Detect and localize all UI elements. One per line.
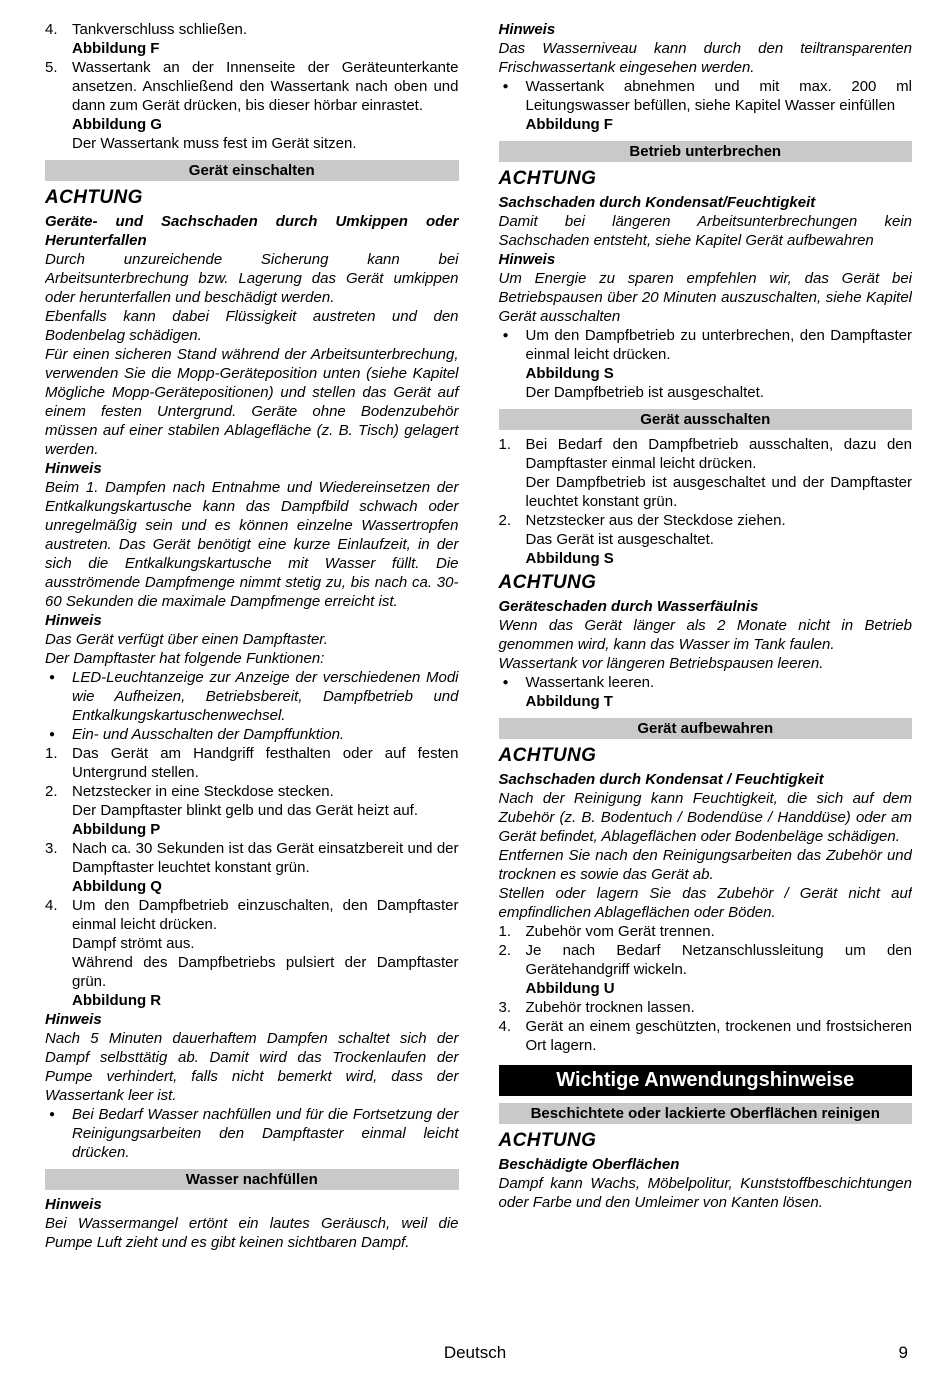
note-paragraph: Nach 5 Minuten dauerhaftem Dampfen schaltet sich der Dampf selbsttätig ab. Damit wird das Trockenlaufen der Pumpe verhindert, falls nicht bemerkt wird, dass der Wassertank leer ist.	[45, 1030, 459, 1104]
step-result-text: Während des Dampfbetriebs pulsiert der Dampftaster grün.	[72, 954, 459, 990]
item-number: 2.	[498, 942, 512, 959]
item-text: Zubehör vom Gerät trennen.	[525, 923, 715, 940]
numbered-list-item	[45, 20, 459, 39]
bullet-icon: ●	[502, 330, 509, 341]
note-paragraph: Bei Wassermangel ertönt ein lautes Geräusch, weil die Pumpe Luft zieht und es gibt keinen sichtbaren Dampf.	[45, 1215, 459, 1251]
item-number: 4.	[45, 897, 58, 914]
chapter-header: Wichtige Anwendungshinweise	[499, 1065, 913, 1096]
note-paragraph: Wassertank vor längeren Betriebspausen leeren.	[498, 655, 824, 672]
item-text: Ein- und Ausschalten der Dampffunktion.	[72, 726, 345, 743]
figure-reference: Abbildung G	[72, 116, 162, 133]
figure-reference: Abbildung F	[525, 116, 613, 133]
numbered-list-item	[45, 839, 459, 877]
item-text: Netzstecker aus der Steckdose ziehen.	[525, 512, 786, 529]
bullet-icon: ●	[49, 1109, 56, 1120]
figure-reference: Abbildung U	[525, 980, 615, 997]
item-text: Das Gerät am Handgriff festhalten oder auf festen Untergrund stellen.	[72, 745, 459, 781]
item-number: 1.	[498, 923, 512, 940]
numbered-list-item	[499, 922, 913, 941]
item-number: 2.	[45, 783, 58, 800]
attention-heading: ACHTUNG	[498, 745, 597, 766]
note-label: Hinweis	[45, 612, 102, 629]
warning-title: Geräte- und Sachschaden durch Umkippen oder Herunterfallen	[45, 213, 459, 249]
item-text: Um den Dampfbetrieb einzuschalten, den Dampftaster einmal leicht drücken.	[72, 897, 459, 933]
item-number: 2.	[498, 512, 512, 529]
warning-title: Beschädigte Oberflächen	[498, 1156, 680, 1173]
note-paragraph: Beim 1. Dampfen nach Entnahme und Wiedereinsetzen der Entkalkungskartusche kann das Dampfbild schwach oder unregelmäßig sein und es können einzelne Wassertropfen austreten. Das Gerät benötigt eine kurze Einlaufzeit, in der sich die Entkalkungskartusche mit Wasser füllt. Die ausströmende Dampfmenge nimmt stetig zu, bis nach ca. 30-60 Sekunden die maximale Dampfmenge erreicht ist.	[45, 479, 459, 610]
item-number: 4.	[498, 1018, 512, 1035]
item-text: Bei Bedarf den Dampfbetrieb ausschalten, dazu den Dampftaster einmal leicht drücken.	[525, 436, 912, 472]
footer-page-number: 9	[898, 1343, 908, 1362]
item-text: Zubehör trocknen lassen.	[525, 999, 695, 1016]
attention-heading: ACHTUNG	[498, 168, 597, 189]
bullet-list-item	[45, 1105, 459, 1162]
figure-reference: Abbildung R	[72, 992, 162, 1009]
bullet-list-item	[499, 673, 913, 692]
item-text: Netzstecker in eine Steckdose stecken.	[72, 783, 334, 800]
step-result-text: Dampf strömt aus.	[72, 935, 195, 952]
attention-heading: ACHTUNG	[498, 572, 597, 593]
item-number: 1.	[45, 745, 58, 762]
numbered-list-item	[45, 782, 459, 801]
section-header: Gerät ausschalten	[499, 409, 913, 430]
note-paragraph: Entfernen Sie nach den Reinigungsarbeiten das Zubehör und trocknen es sowie das Gerät ab.	[498, 847, 912, 883]
page-footer	[0, 1341, 950, 1365]
note-label: Hinweis	[45, 1011, 102, 1028]
footer-language-label: Deutsch	[443, 1343, 507, 1362]
section-header: Gerät aufbewahren	[499, 718, 913, 739]
step-result-text: Der Dampfbetrieb ist ausgeschaltet.	[525, 384, 764, 401]
warning-title: Sachschaden durch Kondensat / Feuchtigkeit	[498, 771, 824, 788]
attention-heading: ACHTUNG	[45, 187, 143, 208]
note-paragraph: Nach der Reinigung kann Feuchtigkeit, die sich auf dem Zubehör (z. B. Bodentuch / Bodendüse / Handdüse) oder am Gerät befindet, Ablageflächen oder Bodenbeläge schädigen.	[498, 790, 912, 845]
note-label: Hinweis	[498, 251, 556, 268]
figure-reference: Abbildung S	[525, 365, 614, 382]
item-number: 4.	[45, 21, 58, 38]
numbered-list-item	[499, 941, 913, 979]
bullet-icon: ●	[502, 677, 509, 688]
item-text: Wassertank an der Innenseite der Geräteunterkante ansetzen. Anschließend den Wassertank nach oben und dann zum Gerät drücken, bis dieser hörbar einrastet.	[72, 59, 459, 114]
item-number: 3.	[498, 999, 512, 1016]
note-paragraph: Durch unzureichende Sicherung kann bei Arbeitsunterbrechung bzw. Lagerung das Gerät umkippen oder herunterfallen und beschädigt werden.	[45, 251, 459, 306]
step-result-text: Der Dampftaster blinkt gelb und das Gerät heizt auf.	[72, 802, 419, 819]
note-paragraph: Dampf kann Wachs, Möbelpolitur, Kunststoffbeschichtungen oder Farbe und den Umleimer von Kanten lösen.	[498, 1175, 912, 1211]
numbered-list-item	[499, 511, 913, 530]
note-paragraph: Das Gerät verfügt über einen Dampftaster.	[45, 631, 328, 648]
bullet-icon: ●	[502, 81, 509, 92]
bullet-list-item	[499, 326, 913, 364]
column-right	[499, 20, 913, 1328]
bullet-icon: ●	[49, 672, 56, 683]
note-paragraph: Wenn das Gerät länger als 2 Monate nicht in Betrieb genommen wird, kann das Wasser im Tank faulen.	[498, 617, 912, 653]
figure-reference: Abbildung Q	[72, 878, 162, 895]
item-text: Tankverschluss schließen.	[72, 21, 248, 38]
step-result-text: Das Gerät ist ausgeschaltet.	[525, 531, 714, 548]
numbered-list-item	[499, 998, 913, 1017]
bullet-list-item	[499, 77, 913, 115]
note-paragraph: Damit bei längeren Arbeitsunterbrechungen kein Sachschaden entsteht, siehe Kapitel Gerät aufbewahren	[498, 213, 912, 249]
step-result-text: Der Wassertank muss fest im Gerät sitzen.	[72, 135, 357, 152]
item-text: Wassertank abnehmen und mit max. 200 ml Leitungswasser befüllen, siehe Kapitel Wasser einfüllen	[525, 78, 912, 114]
note-label: Hinweis	[45, 1196, 102, 1213]
figure-reference: Abbildung T	[525, 693, 613, 710]
section-header: Wasser nachfüllen	[45, 1169, 459, 1190]
item-text: Je nach Bedarf Netzanschlussleitung um den Gerätehandgriff wickeln.	[525, 942, 912, 978]
warning-title: Geräteschaden durch Wasserfäulnis	[498, 598, 759, 615]
item-text: Um den Dampfbetrieb zu unterbrechen, den Dampftaster einmal leicht drücken.	[525, 327, 912, 363]
item-text: LED-Leuchtanzeige zur Anzeige der verschiedenen Modi wie Aufheizen, Betriebsbereit, Dampfbetrieb und Entkalkungskartuschenwechsel.	[72, 669, 459, 724]
numbered-list-item	[499, 1017, 913, 1055]
item-number: 1.	[498, 436, 512, 453]
figure-reference: Abbildung P	[72, 821, 161, 838]
bullet-icon: ●	[49, 729, 56, 740]
item-text: Nach ca. 30 Sekunden ist das Gerät einsatzbereit und der Dampftaster leuchtet konstant grün.	[72, 840, 459, 876]
item-text: Bei Bedarf Wasser nachfüllen und für die Fortsetzung der Reinigungsarbeiten den Dampftaster einmal leicht drücken.	[72, 1106, 459, 1161]
column-left	[45, 20, 459, 1328]
numbered-list-item	[499, 435, 913, 473]
note-label: Hinweis	[498, 21, 556, 38]
warning-title: Sachschaden durch Kondensat/Feuchtigkeit	[498, 194, 816, 211]
bullet-list-item	[45, 668, 459, 725]
section-header: Beschichtete oder lackierte Oberflächen reinigen	[499, 1103, 913, 1124]
note-paragraph: Das Wasserniveau kann durch den teiltransparenten Frischwassertank eingesehen werden.	[498, 40, 912, 76]
item-text: Wassertank leeren.	[525, 674, 655, 691]
note-paragraph: Stellen oder lagern Sie das Zubehör / Gerät nicht auf empfindlichen Ablageflächen oder Böden.	[498, 885, 912, 921]
item-number: 5.	[45, 59, 58, 76]
section-header: Betrieb unterbrechen	[499, 141, 913, 162]
note-label: Hinweis	[45, 460, 102, 477]
attention-heading: ACHTUNG	[498, 1130, 597, 1151]
numbered-list-item	[45, 744, 459, 782]
bullet-list-item	[45, 725, 459, 744]
item-text: Gerät an einem geschützten, trockenen und frostsicheren Ort lagern.	[525, 1018, 912, 1054]
item-number: 3.	[45, 840, 58, 857]
manual-page-body	[45, 20, 912, 1328]
note-paragraph: Um Energie zu sparen empfehlen wir, das Gerät bei Betriebspausen über 20 Minuten auszuschalten, siehe Kapitel Gerät ausschalten	[498, 270, 912, 325]
note-paragraph: Der Dampftaster hat folgende Funktionen:	[45, 650, 325, 667]
step-result-text: Der Dampfbetrieb ist ausgeschaltet und der Dampftaster leuchtet konstant grün.	[525, 474, 912, 510]
section-header: Gerät einschalten	[45, 160, 459, 181]
numbered-list-item	[45, 58, 459, 115]
note-paragraph: Für einen sicheren Stand während der Arbeitsunterbrechung, verwenden Sie die Mopp-Geräteposition unten (siehe Kapitel Mögliche Mopp-Gerätepositionen) und stellen das Gerät auf einem festen Untergrund. Geräte ohne Bodenzubehör müssen auf einer stabilen Ablagefläche (z. B. Tisch) gelagert werden.	[45, 346, 459, 458]
numbered-list-item	[45, 896, 459, 934]
figure-reference: Abbildung S	[525, 550, 614, 567]
note-paragraph: Ebenfalls kann dabei Flüssigkeit austreten und den Bodenbelag schädigen.	[45, 308, 459, 344]
figure-reference: Abbildung F	[72, 40, 160, 57]
